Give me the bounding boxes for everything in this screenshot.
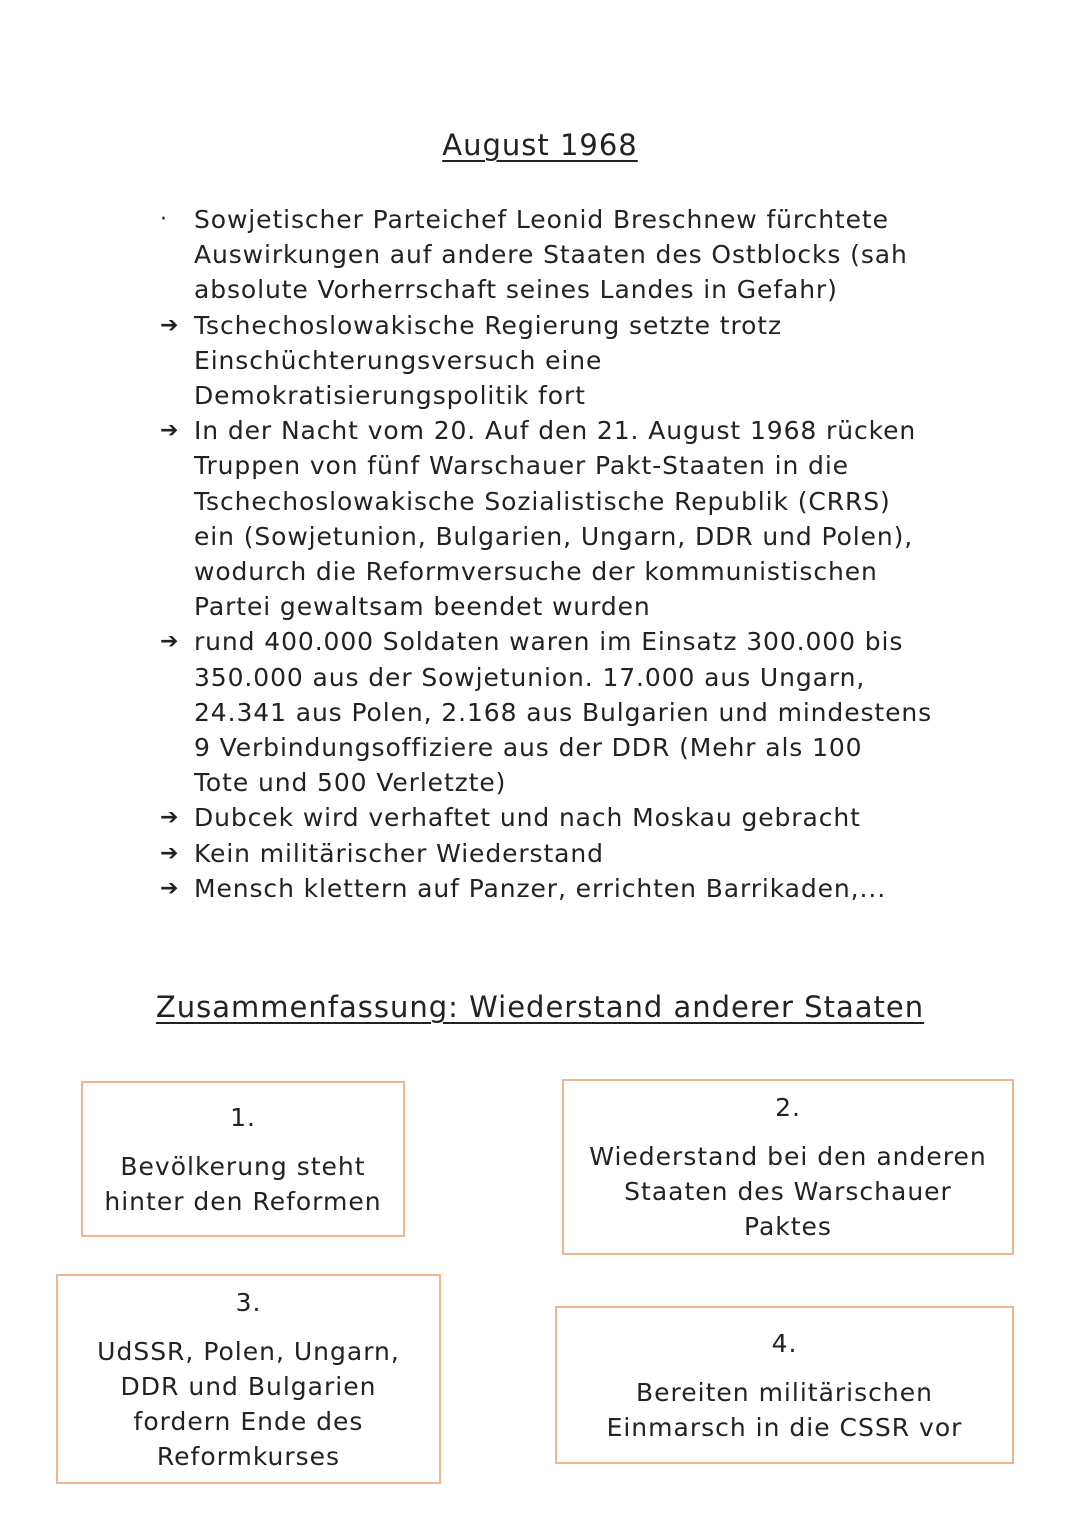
box-number: 2.: [775, 1093, 801, 1122]
section-title-august-1968: August 1968: [442, 128, 638, 162]
arrow-right-icon: ➔: [160, 629, 180, 655]
bullet-text: Dubcek wird verhaftet und nach Moskau gebracht: [194, 803, 861, 833]
box-text: Bevölkerung steht hinter den Reformen: [104, 1151, 382, 1216]
arrow-right-icon: ➔: [160, 312, 180, 338]
bullet-text: rund 400.000 Soldaten waren im Einsatz 300.000 bis 350.000 aus der Sowjetunion. 17.000 aus Ungarn, 24.341 aus Polen, 2.168 aus Bulgarien und mindestens 9 Verbindungsoffiziere aus der DDR (Mehr als 100 Tote und 500 Verletzte): [194, 627, 933, 798]
arrow-right-icon: ➔: [160, 805, 180, 831]
bullet-text: Tschechoslowakische Regierung setzte trotz Einschüchterungsversuch eine Demokratisierungspolitik fort: [194, 310, 783, 411]
section-title-summary: Zusammenfassung: Wiederstand anderer Staaten: [155, 990, 925, 1024]
box-text: Wiederstand bei den anderen Staaten des Warschauer Paktes: [589, 1142, 987, 1241]
arrow-right-icon: ➔: [160, 875, 180, 901]
box-number: 3.: [235, 1287, 262, 1317]
summary-box-3: [56, 1274, 441, 1484]
bullet-item: [160, 308, 960, 414]
summary-box-2: [562, 1079, 1014, 1255]
dot-icon: ·: [160, 207, 168, 232]
bullet-text: Mensch klettern auf Panzer, errichten Barrikaden,...: [194, 873, 887, 903]
summary-box-1: [81, 1081, 405, 1237]
box-number: 4.: [771, 1328, 798, 1358]
box-text: UdSSR, Polen, Ungarn, DDR und Bulgarien fordern Ende des Reformkurses: [97, 1336, 400, 1471]
summary-box-4: [555, 1306, 1014, 1464]
bullet-text: In der Nacht vom 20. Auf den 21. August 1968 rücken Truppen von fünf Warschauer Pakt-Staaten in die Tschechoslowakische Sozialistische Republik (CRRS) ein (Sowjetunion, Bulgarien, Ungarn, DDR und Polen), wodurch die Reformversuche der kommunistischen Partei gewaltsam beendet wurden: [194, 416, 917, 622]
bullet-item: [160, 836, 960, 871]
bullet-item: [160, 413, 960, 624]
bullet-item: [160, 624, 960, 800]
arrow-right-icon: ➔: [160, 418, 180, 444]
bullet-text: Sowjetischer Parteichef Leonid Breschnew fürchtete Auswirkungen auf andere Staaten des Ostblocks (sah absolute Vorherrschaft seines Landes in Gefahr): [194, 205, 908, 305]
box-text: Bereiten militärischen Einmarsch in die CSSR vor: [606, 1377, 963, 1442]
arrow-right-icon: ➔: [160, 840, 180, 866]
bullet-item: [160, 202, 960, 308]
event-bullet-list: [160, 202, 960, 906]
bullet-item: [160, 800, 960, 835]
box-number: 1.: [230, 1102, 256, 1132]
bullet-item: [160, 871, 960, 906]
bullet-text: Kein militärischer Wiederstand: [194, 838, 604, 868]
